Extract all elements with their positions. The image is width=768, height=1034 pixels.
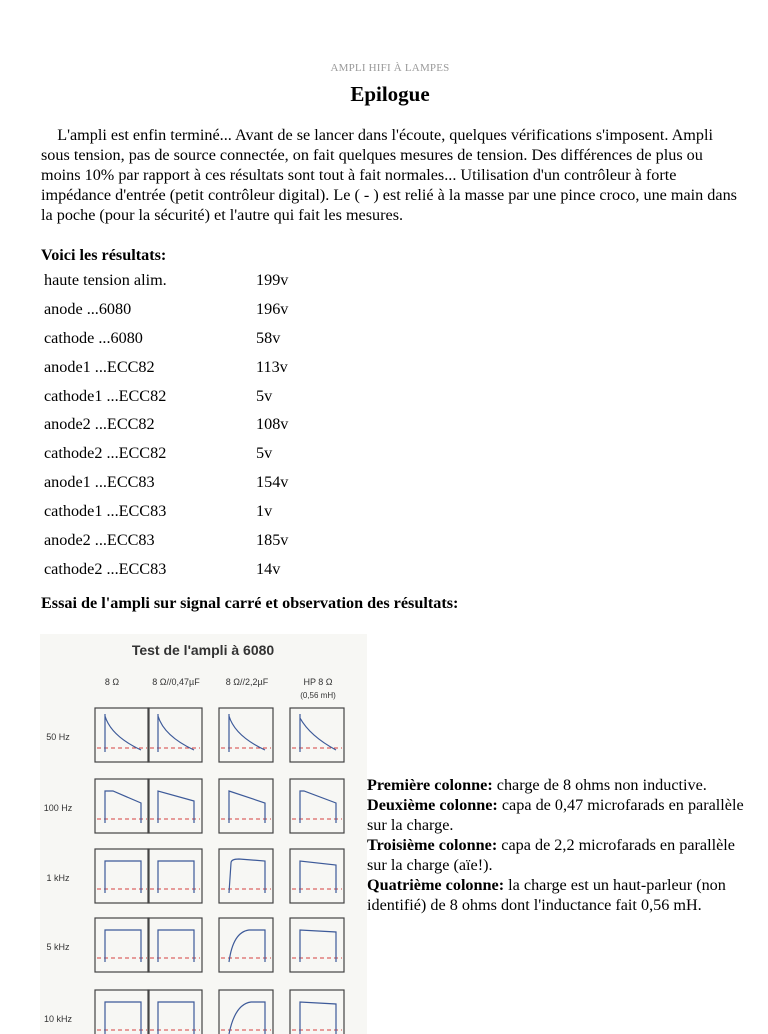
waveform-trace	[105, 930, 141, 962]
measure-label: anode ...6080	[44, 299, 132, 318]
column-header: 8 Ω//0,47µF	[152, 677, 200, 687]
results-table	[42, 266, 288, 584]
row-frequency-label: 10 kHz	[43, 1014, 73, 1024]
waveform-trace	[105, 1002, 141, 1034]
scope-screen-box	[95, 708, 149, 762]
scope-traces-drawing	[40, 634, 367, 1034]
waveform-trace	[105, 714, 141, 752]
measure-label: anode1 ...ECC82	[44, 357, 155, 376]
waveform-trace	[300, 1002, 336, 1034]
waveform-trace	[300, 930, 336, 962]
waveform-trace	[300, 861, 336, 893]
measure-value: 58v	[256, 328, 281, 347]
measure-value: 196v	[256, 299, 289, 318]
column-header-sub: (0,56 mH)	[300, 691, 336, 700]
row-frequency-label: 100 Hz	[43, 803, 73, 813]
waveform-trace	[229, 714, 265, 752]
measure-value: 14v	[256, 559, 281, 578]
table-row	[42, 324, 288, 353]
measure-label: cathode2 ...ECC82	[44, 444, 167, 463]
legend-item	[367, 835, 747, 875]
legend-text: capa de 2,2 microfarads en parallèle sur la charge (aïe!).	[367, 836, 735, 874]
waveform-trace	[158, 791, 194, 823]
table-row	[42, 526, 288, 555]
measure-value: 108v	[256, 415, 289, 434]
legend-label: Première colonne:	[367, 776, 493, 794]
page-title: Epilogue	[350, 82, 430, 106]
waveform-trace	[300, 714, 336, 752]
measure-label: haute tension alim.	[44, 270, 167, 289]
legend-text: la charge est un haut-parleur (non identifié) de 8 ohms dont l'inductance fait 0,56 mH.	[367, 876, 726, 914]
legend-label: Quatrième colonne:	[367, 876, 505, 894]
waveform-trace	[300, 791, 336, 823]
table-row	[42, 555, 288, 584]
waveform-trace	[158, 1002, 194, 1034]
measure-value: 5v	[256, 444, 273, 463]
legend-item	[367, 795, 747, 835]
results-title: Voici les résultats:	[41, 246, 167, 264]
legend-item	[367, 775, 747, 795]
table-row	[42, 295, 288, 324]
measure-label: cathode ...6080	[44, 328, 143, 347]
waveform-trace	[229, 859, 265, 893]
waveform-trace	[158, 861, 194, 893]
measure-value: 5v	[256, 386, 273, 405]
intro-text: L'ampli est enfin terminé... Avant de se lancer dans l'écoute, quelques vérifications s'imposent. Ampli sous tension, pas de source connectée, on fait quelques mesures de tension. Des différences de plus ou moins 10% par rapport à ces résultats sont tout à fait normales... Utilisation d'un contrôleur à forte impédance d'entrée (petit contrôleur digital). Le ( - ) est relié à la masse par une pince croco, une main dans la poche (pour la sécurité) et l'autre qui fait les mesures.	[41, 126, 737, 224]
table-row	[42, 353, 288, 382]
table-row	[42, 468, 288, 497]
measure-label: anode1 ...ECC83	[44, 473, 155, 492]
waveform-trace	[105, 861, 141, 893]
measure-label: cathode1 ...ECC82	[44, 386, 167, 405]
table-row	[42, 410, 288, 439]
measure-value: 113v	[256, 357, 288, 376]
scope-screen-box	[148, 708, 202, 762]
scope-screen-box	[219, 708, 273, 762]
legend-item	[367, 875, 747, 915]
measure-label: anode2 ...ECC83	[44, 530, 155, 549]
waveform-trace	[229, 791, 265, 823]
column-legend	[367, 775, 747, 915]
measure-label: cathode1 ...ECC83	[44, 502, 167, 521]
waveform-trace	[229, 1002, 265, 1034]
waveform-trace	[105, 791, 141, 823]
column-header: 8 Ω//2,2µF	[225, 677, 269, 687]
figure-title: Test de l'ampli à 6080	[131, 642, 275, 658]
legend-text: capa de 0,47 microfarads en parallèle sur la charge.	[367, 796, 744, 834]
row-frequency-label: 5 kHz	[46, 942, 70, 952]
scope-screen-box	[290, 708, 344, 762]
waveform-trace	[229, 930, 265, 962]
column-header: HP 8 Ω	[303, 677, 333, 687]
measure-value: 185v	[256, 530, 289, 549]
table-row	[42, 382, 288, 411]
table-row	[42, 497, 288, 526]
table-row	[42, 439, 288, 468]
measure-value: 154v	[256, 473, 289, 492]
table-row	[42, 266, 288, 295]
column-header: 8 Ω	[104, 677, 120, 687]
row-frequency-label: 50 Hz	[46, 732, 70, 742]
square-test-title: Essai de l'ampli sur signal carré et observation des résultats:	[41, 594, 459, 612]
legend-label: Troisième colonne:	[367, 836, 498, 854]
measure-value: 1v	[256, 502, 273, 521]
measure-value: 199v	[256, 270, 289, 289]
measure-label: anode2 ...ECC82	[44, 415, 155, 434]
intro-paragraph	[41, 125, 741, 225]
legend-label: Deuxième colonne:	[367, 796, 498, 814]
waveform-trace	[158, 714, 194, 752]
running-header: AMPLI HIFI À LAMPES	[330, 62, 450, 74]
measure-label: cathode2 ...ECC83	[44, 559, 167, 578]
waveform-trace	[158, 930, 194, 962]
legend-text: charge de 8 ohms non inductive.	[492, 776, 707, 794]
scope-traces-figure	[40, 634, 367, 1034]
row-frequency-label: 1 kHz	[46, 873, 70, 883]
